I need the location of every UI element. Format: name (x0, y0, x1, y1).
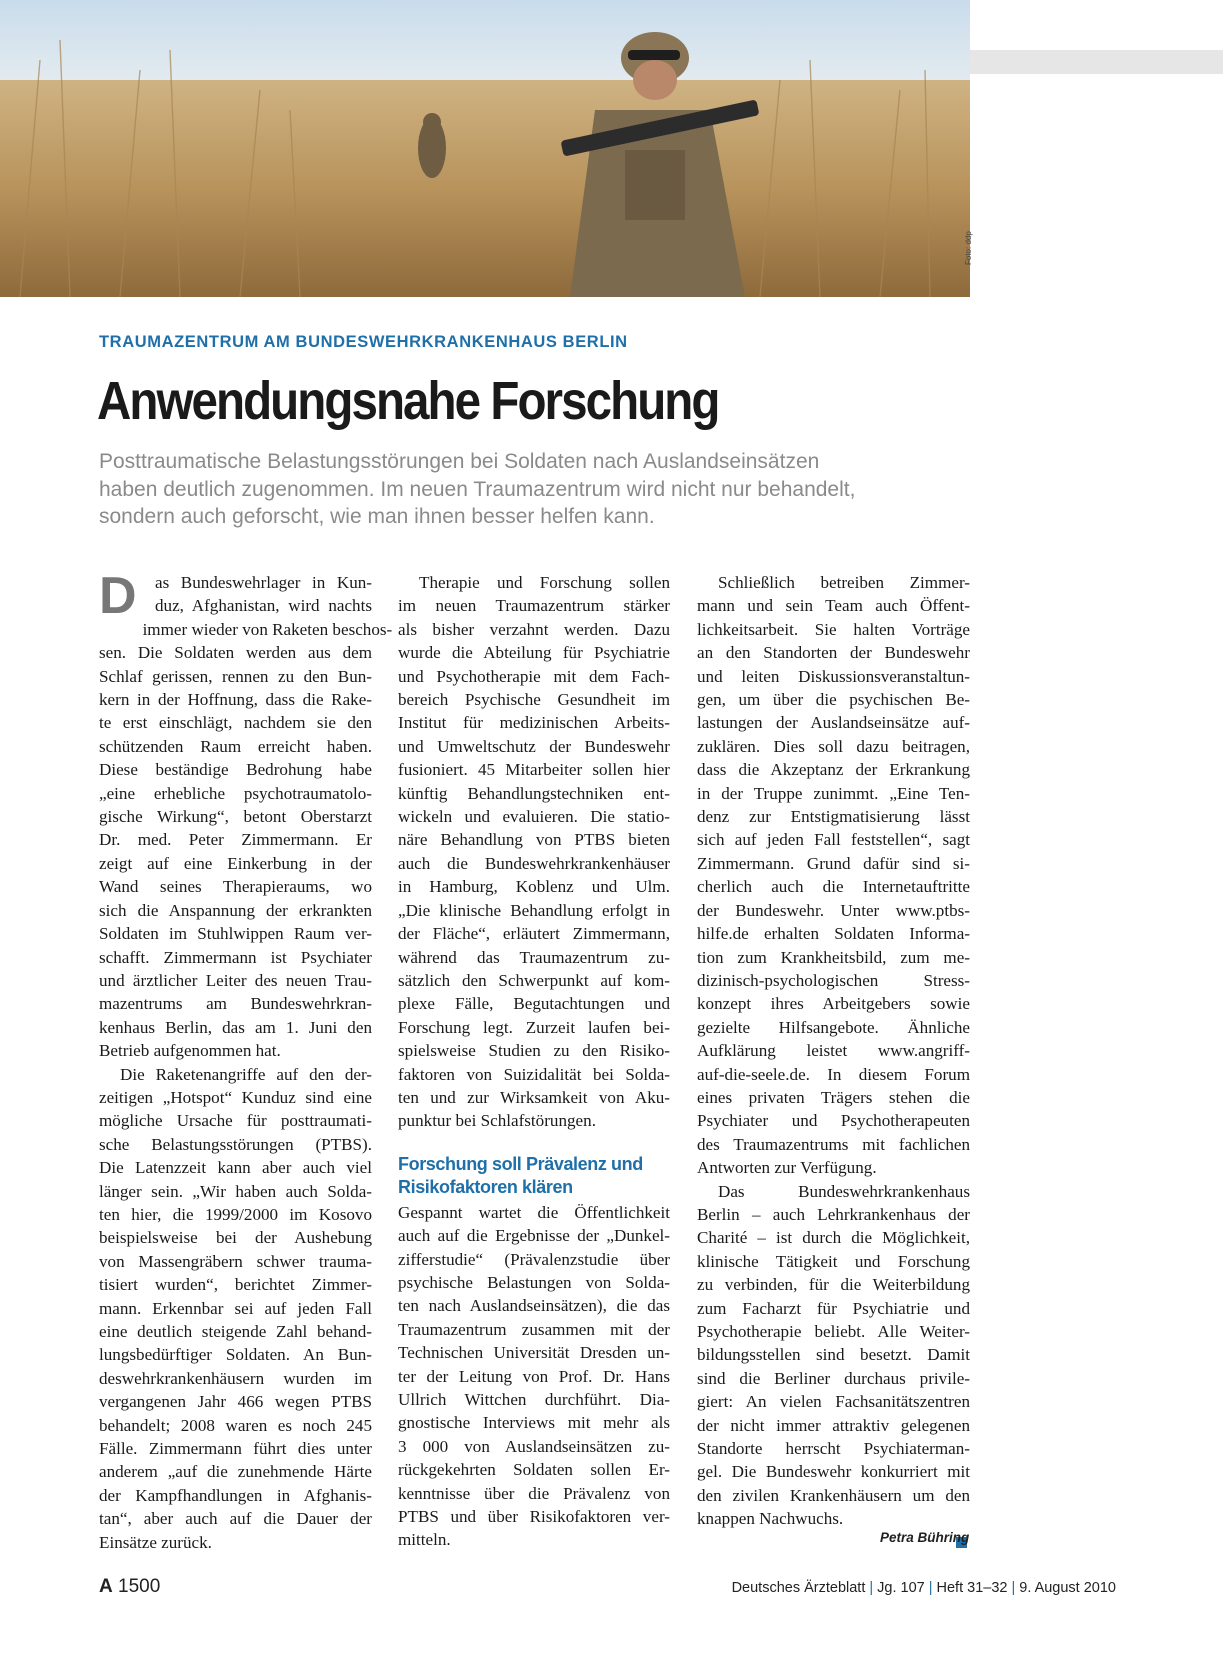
text-line: ten nach Auslandseinsätzen), die das (398, 1296, 670, 1316)
text-line: vergangenen Jahr 466 wegen PTBS (99, 1392, 372, 1412)
text-line: deswehrkrankenhäusern wurden im (99, 1368, 372, 1388)
text-line: und Umweltschutz der Bundeswehr (398, 736, 670, 756)
text-line: kern in der Hoffnung, dass die Rake- (99, 690, 372, 710)
text-line: eine deutlich steigende Zahl behand- (99, 1322, 372, 1341)
kicker: TRAUMAZENTRUM AM BUNDESWEHRKRANKENHAUS BERLIN (99, 333, 628, 351)
text-line: 3 000 von Auslandseinsätzen zu- (398, 1436, 670, 1456)
text-line: Soldaten im Stuhlwippen Raum ver- (99, 924, 372, 944)
text-line: lastungen der Auslandseinsätze auf- (697, 713, 970, 733)
text-line: in Hamburg, Koblenz und Ulm. (398, 877, 670, 897)
text-line: duz, Afghanistan, wird nachts (155, 596, 372, 616)
text-line: gnostische Interviews mit mehr als (398, 1413, 670, 1433)
text-line: hilfe.de erhalten Soldaten Informa- (697, 924, 970, 944)
text-line: Ullrich Wittchen durchführt. Dia- (398, 1390, 670, 1409)
folio-letter: A (99, 1576, 113, 1597)
text-line: Institut für medizinischen Arbeits- (398, 713, 670, 733)
photo-credit: Foto: ddp (964, 231, 973, 265)
subhead-line: Risikofaktoren klären (398, 1176, 573, 1197)
text-line: Dr. med. Peter Zimmermann. Er (99, 830, 372, 850)
text-line: Berlin – auch Lehrkrankenhaus der (697, 1204, 970, 1224)
text-line: künftig Behandlungstechniken ent- (398, 783, 670, 803)
text-line: Einsätze zurück. (99, 1532, 212, 1552)
article-title: Anwendungsnahe Forschung (97, 371, 719, 431)
text-line: dass die Akzeptanz der Erkrankung (697, 760, 970, 780)
text-line: Traumazentrum zusammen mit der (398, 1319, 670, 1339)
text-line: „Die klinische Behandlung erfolgt in (398, 900, 670, 920)
text-line: wurde die Abteilung für Psychiatrie (398, 643, 670, 663)
text-line: sätzlich den Schwerpunkt auf kom- (398, 970, 670, 990)
text-line: Die Latenzzeit kann aber auch viel (99, 1158, 372, 1178)
text-line: des Traumazentrums mit fachlichen (697, 1134, 970, 1154)
text-line: zum Facharzt für Psychiatrie und (697, 1298, 970, 1318)
text-line: Therapie und Forschung sollen (419, 573, 670, 592)
text-line: tisiert wurden“, berichtet Zimmer- (99, 1275, 372, 1295)
text-line: rückgekehrten Soldaten sollen Er- (398, 1460, 670, 1480)
text-line: zu verbinden, für die Weiterbildung (697, 1275, 970, 1295)
text-line: Schließlich betreiben Zimmer- (718, 573, 970, 592)
text-line: auch die Bundeswehrkrankenhäuser (398, 853, 670, 873)
footer-volume: Jg. 107 (877, 1580, 925, 1596)
text-line: und ärztlicher Leiter des neuen Trau- (99, 970, 372, 990)
text-line: sche Belastungsstörungen (PTBS). (99, 1134, 372, 1154)
text-line: te erst einschlägt, nachdem sie den (99, 713, 372, 733)
text-line: Schlaf gerissen, rennen zu den Bun- (99, 666, 372, 686)
folio-page: 1500 (118, 1576, 161, 1597)
text-line: und Psychotherapie mit dem Fach- (398, 666, 670, 686)
text-line: tion zum Krankheitsbild, zum me- (697, 947, 970, 967)
text-line: an den Standorten der Bundeswehr (697, 643, 970, 663)
column-3 (697, 571, 970, 1531)
text-line: Psychiater und Psychotherapeuten (697, 1111, 970, 1131)
text-line: länger sein. „Wir haben auch Solda- (99, 1181, 372, 1201)
author-byline: Petra Bühring (880, 1530, 970, 1545)
text-line: gen, um über die psychischen Be- (697, 690, 970, 710)
text-line: der Bundeswehr. Unter www.ptbs- (697, 900, 970, 920)
text-line: während das Traumazentrum zu- (398, 947, 670, 967)
footer-date: 9. August 2010 (1019, 1580, 1116, 1596)
text-line: sich auf jeden Fall feststellen“, sagt (697, 830, 970, 850)
text-line: tan“, aber auch auf die Dauer der (99, 1509, 372, 1529)
text-line: Betrieb aufgenommen hat. (99, 1041, 281, 1061)
text-line: und leiten Diskussionsveranstaltun- (697, 666, 970, 686)
text-line: psychische Belastungen von Solda- (398, 1272, 670, 1292)
text-line: immer wieder von Raketen beschos- (142, 619, 393, 639)
text-line: Gespannt wartet die Öffentlichkeit (398, 1202, 670, 1222)
text-line: mann. Erkennbar sei auf jeden Fall (99, 1298, 372, 1318)
text-line: zuklären. Dies soll dazu beitragen, (697, 736, 970, 756)
text-line: ten und zur Wirksamkeit von Aku- (398, 1087, 670, 1107)
intro-line: sondern auch geforscht, wie man ihnen besser helfen kann. (99, 505, 655, 528)
header-photo (0, 0, 970, 297)
text-line: sind die Berliner durchaus privile- (697, 1368, 970, 1388)
soldier-field-image (0, 0, 970, 297)
text-line: als bisher verzahnt werden. Dazu (398, 619, 670, 639)
text-line: lungsbedürftiger Soldaten. An Bun- (99, 1345, 372, 1365)
text-line: von Massengräbern schwer trauma- (99, 1251, 372, 1271)
text-line: Wand seines Therapieraums, wo (99, 877, 372, 897)
text-line: im neuen Traumazentrum stärker (398, 596, 670, 616)
intro-line: haben deutlich zugenommen. Im neuen Traumazentrum wird nicht nur behandelt, (99, 477, 856, 501)
text-line: mögliche Ursache für posttraumati- (99, 1111, 372, 1131)
text-line: Forschung legt. Zurzeit laufen bei- (398, 1017, 670, 1037)
text-line: bereich Psychische Gesundheit im (398, 690, 670, 710)
text-line: Das Bundeswehrkrankenhaus (718, 1181, 970, 1201)
footer-journal: Deutsches Ärzteblatt (731, 1580, 866, 1596)
text-line: Charité – ist durch die Möglichkeit, (697, 1228, 970, 1248)
text-line: gezielte Hilfsangebote. Ähnliche (697, 1017, 970, 1037)
text-line: giert: An vielen Fachsanitätszentren (697, 1392, 970, 1412)
text-line: mazentrums am Bundeswehrkran- (99, 994, 372, 1014)
text-line: Antworten zur Verfügung. (697, 1158, 877, 1178)
text-line: beispielsweise bei der Aushebung (99, 1228, 372, 1248)
text-line: Die Raketenangriffe auf den der- (120, 1064, 372, 1084)
text-line: fusioniert. 45 Mitarbeiter sollen hier (398, 760, 670, 780)
text-line: „eine erhebliche psychotraumatolo- (99, 783, 372, 803)
text-line: mitteln. (398, 1530, 451, 1550)
text-line: faktoren von Suizidalität bei Solda- (398, 1064, 670, 1084)
text-line: zeigt auf eine Einkerbung in der (99, 853, 372, 873)
text-line: Standorte herrscht Psychiaterman- (697, 1439, 970, 1459)
text-line: zeitigen „Hotspot“ Kunduz sind eine (99, 1087, 372, 1107)
text-line: näre Behandlung von PTBS bieten (398, 830, 670, 850)
text-line: Zimmermann. Grund dafür sind si- (697, 853, 970, 873)
text-line: kenntnisse über die Prävalenz von (398, 1483, 670, 1503)
text-line: Psychotherapie beliebt. Alle Weiter- (697, 1322, 970, 1341)
text-line: auf-die-seele.de. In diesem Forum (697, 1064, 970, 1084)
text-line: gel. Die Bundeswehr konkurriert mit (697, 1462, 970, 1482)
text-line: der Fläche“, erläutert Zimmermann, (398, 924, 670, 944)
text-line: gische Wirkung“, betont Oberstarzt (99, 807, 372, 827)
intro-line: Posttraumatische Belastungsstörungen bei Soldaten nach Auslandseinsätzen (99, 450, 820, 473)
text-line: der nicht immer attraktiv gelegenen (697, 1415, 970, 1435)
journal-footer: Deutsches Ärzteblatt | Jg. 107 | Heft 31–32 | 9. August 2010 (731, 1580, 1116, 1596)
article-intro (99, 448, 959, 531)
text-line: knappen Nachwuchs. (697, 1509, 844, 1529)
text-line: denz zur Entstigmatisierung lässt (697, 807, 970, 827)
text-line: Fälle. Zimmermann führt dies unter (99, 1439, 372, 1459)
text-line: sen. Die Soldaten werden aus dem (99, 643, 372, 663)
text-line: as Bundeswehrlager in Kun- (155, 573, 372, 592)
text-line: lichkeitsarbeit. Sie halten Vorträge (697, 619, 970, 639)
drop-cap: D (99, 567, 137, 625)
text-line: plexe Fälle, Begutachtungen und (398, 994, 670, 1014)
text-line: Aufklärung leistet www.angriff- (697, 1041, 970, 1061)
text-line: den zivilen Krankenhäusern um den (697, 1485, 970, 1505)
text-line: der Kampfhandlungen in Afghanis- (99, 1485, 372, 1505)
footer-issue: Heft 31–32 (936, 1580, 1008, 1596)
text-line: konzept ihres Arbeitgebers sowie (697, 994, 970, 1014)
column-2 (398, 571, 670, 1552)
header-gray-band (970, 50, 1223, 74)
text-line: behandelt; 2008 waren es noch 245 (99, 1415, 372, 1435)
text-line: ter der Leitung von Prof. Dr. Hans (398, 1366, 670, 1386)
text-line: schafft. Zimmermann ist Psychiater (99, 947, 372, 967)
text-line: eines privaten Trägers stehen die (697, 1087, 970, 1107)
text-line: klinische Tätigkeit und Forschung (697, 1251, 970, 1271)
section-subhead (398, 1153, 670, 1199)
text-line: Diese beständige Bedrohung habe (99, 760, 372, 780)
text-line: cherlich auch die Internetauftritte (697, 877, 970, 897)
text-line: mann und sein Team auch Öffent- (697, 596, 970, 616)
text-line: ten hier, die 1999/2000 im Kosovo (99, 1204, 372, 1224)
text-line: bildungsstellen sind besetzt. Damit (697, 1345, 970, 1365)
text-line: kenhaus Berlin, das am 1. Juni den (99, 1017, 372, 1037)
text-line: dizinisch-psychologischen Stress- (697, 970, 970, 990)
text-line: PTBS und über Risikofaktoren ver- (398, 1507, 670, 1527)
text-line: Technischen Universität Dresden un- (398, 1343, 670, 1363)
text-line: schützenden Raum erreicht haben. (99, 736, 372, 756)
text-line: wickeln und evaluieren. Die statio- (398, 807, 670, 827)
text-line: spielsweise Studien zu den Risiko- (398, 1041, 670, 1061)
text-line: anderem „auf die zunehmende Härte (99, 1462, 372, 1482)
text-line: zifferstudie“ (Prävalenzstudie über (398, 1249, 670, 1269)
text-line: sich die Anspannung der erkrankten (99, 900, 372, 920)
column-1 (99, 567, 393, 1554)
subhead-line: Forschung soll Prävalenz und (398, 1153, 643, 1174)
text-line: auch auf die Ergebnisse der „Dunkel- (398, 1226, 670, 1246)
page-folio (99, 1576, 160, 1598)
text-line: in der Truppe zunimmt. „Eine Ten- (697, 783, 970, 803)
text-line: punktur bei Schlafstörungen. (398, 1111, 596, 1131)
